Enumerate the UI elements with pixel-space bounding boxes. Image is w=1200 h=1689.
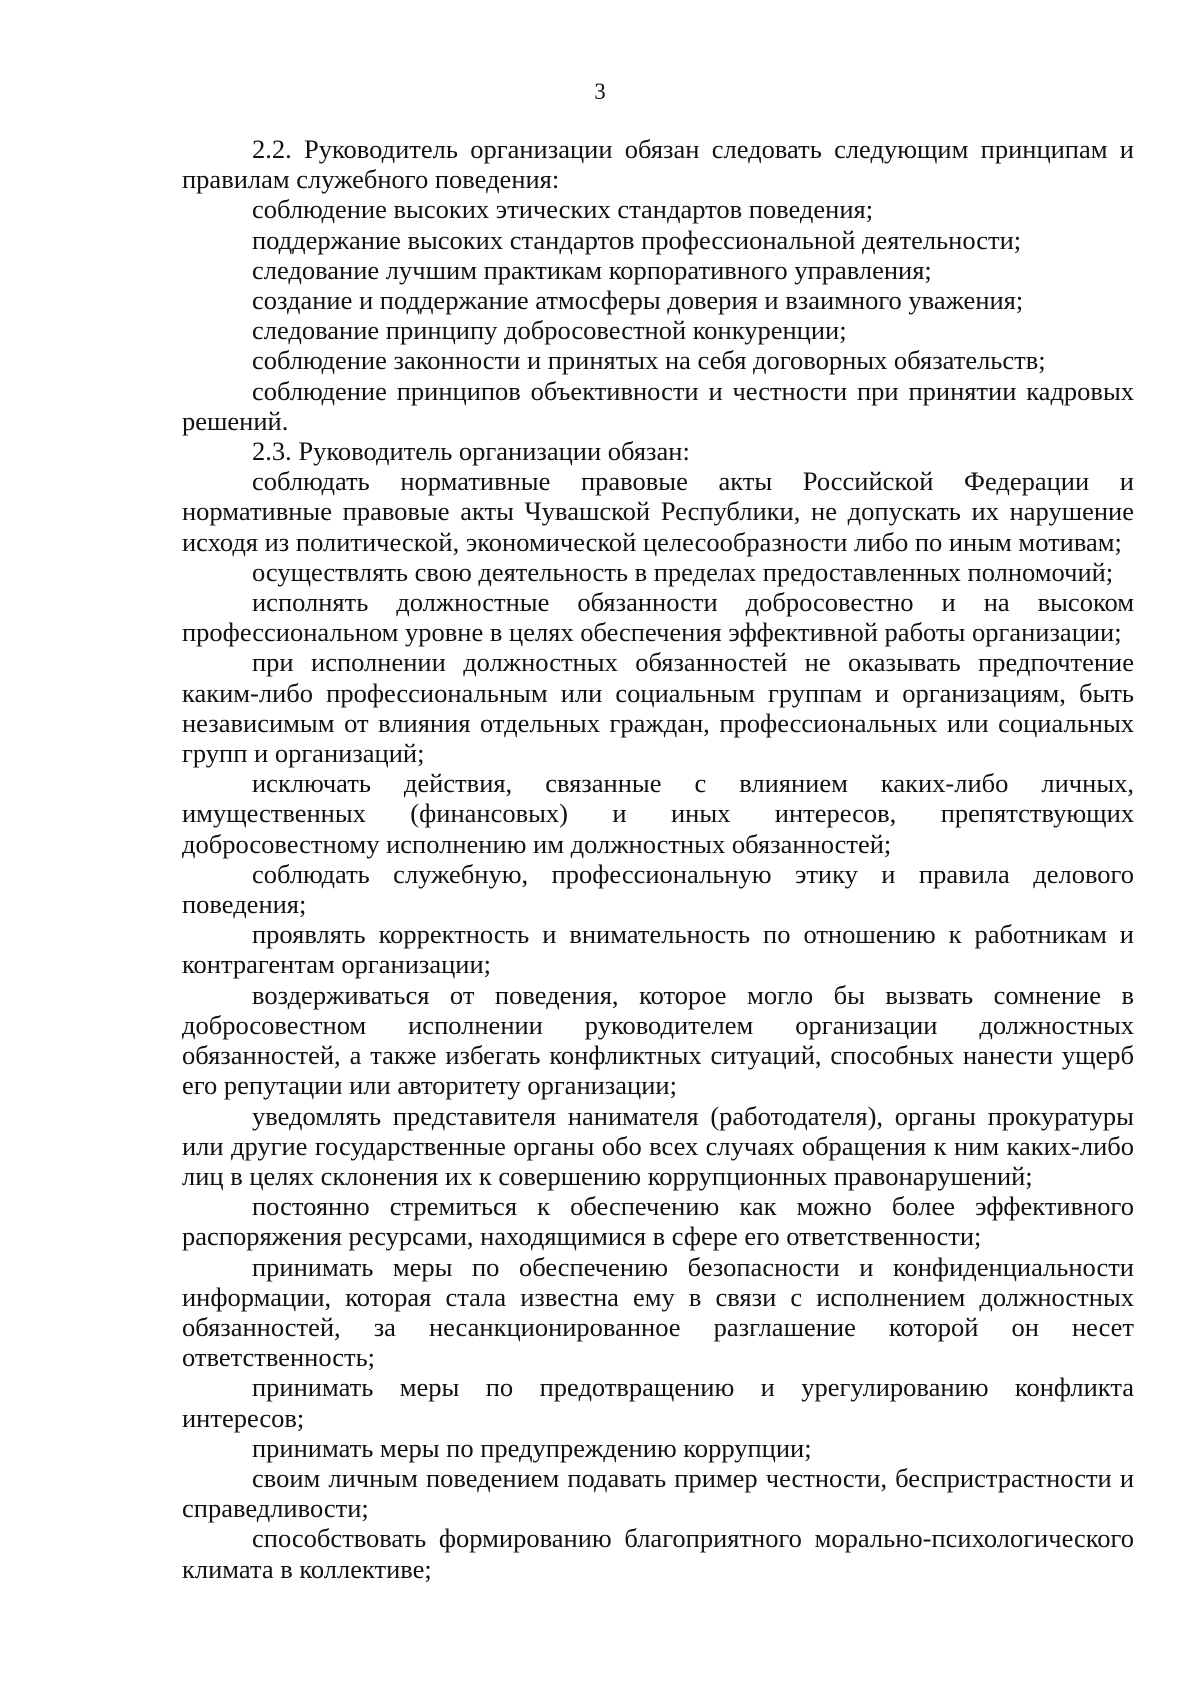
duty-item: постоянно стремиться к обеспечению как можно более эффективного распоряжения ресурсами, находящимися в сфере его ответственности; bbox=[182, 1191, 1134, 1252]
section-2-3-heading: 2.3. Руководитель организации обязан: bbox=[252, 436, 690, 467]
section-2-2-heading: 2.2. Руководитель организации обязан следовать следующим принципам и правилам служебного поведения: bbox=[182, 134, 1134, 195]
duty-item: осуществлять свою деятельность в пределах предоставленных полномочий; bbox=[252, 556, 1114, 587]
duty-item: способствовать формированию благоприятного морально-психологического климата в коллективе; bbox=[182, 1523, 1134, 1584]
principle-item: создание и поддержание атмосферы доверия и взаимного уважения; bbox=[252, 285, 1024, 316]
duty-item: принимать меры по обеспечению безопасности и конфиденциальности информации, которая стала известна ему в связи с исполнением должностных обязанностей, за несанкционированное разглашение которой он несет ответственность; bbox=[182, 1251, 1134, 1373]
duty-item: уведомлять представителя нанимателя (работодателя), органы прокуратуры или другие государственные органы обо всех случаях обращения к ним каких-либо лиц в целях склонения их к совершению коррупционных правонарушений; bbox=[182, 1100, 1134, 1191]
duty-item: исключать действия, связанные с влиянием каких-либо личных, имущественных (финансовых) и иных интересов, препятствующих добросовестному исполнению им должностных обязанностей; bbox=[182, 768, 1134, 859]
duty-item: принимать меры по предотвращению и урегулированию конфликта интересов; bbox=[182, 1372, 1134, 1433]
document-body bbox=[182, 134, 1134, 1584]
principle-item: следование лучшим практикам корпоративного управления; bbox=[252, 254, 932, 285]
duty-item: соблюдать нормативные правовые акты Российской Федерации и нормативные правовые акты Чувашской Республики, не допускать их нарушение исходя из политической, экономической целесообразности либо по иным мотивам; bbox=[182, 466, 1134, 557]
principle-item: соблюдение высоких этических стандартов поведения; bbox=[252, 194, 874, 225]
principle-item: соблюдение принципов объективности и честности при принятии кадровых решений. bbox=[182, 375, 1134, 436]
duty-item: принимать меры по предупреждению коррупции; bbox=[252, 1432, 812, 1463]
page-number: 3 bbox=[594, 79, 606, 104]
principle-item: следование принципу добросовестной конкуренции; bbox=[252, 315, 847, 346]
duty-item: своим личным поведением подавать пример честности, беспристрастности и справедливости; bbox=[182, 1462, 1134, 1524]
duty-item: проявлять корректность и внимательность по отношению к работникам и контрагентам организации; bbox=[182, 919, 1134, 980]
principle-item: соблюдение законности и принятых на себя договорных обязательств; bbox=[252, 345, 1046, 376]
duty-item: воздерживаться от поведения, которое могло бы вызвать сомнение в добросовестном исполнении руководителем организации должностных обязанностей, а также избегать конфликтных ситуаций, способных нанести ущерб его репутации или авторитету организации; bbox=[182, 979, 1134, 1101]
duty-item: исполнять должностные обязанности добросовестно и на высоком профессиональном уровне в целях обеспечения эффективной работы организации; bbox=[182, 587, 1134, 648]
duty-item: соблюдать служебную, профессиональную этику и правила делового поведения; bbox=[182, 858, 1134, 920]
duty-item: при исполнении должностных обязанностей не оказывать предпочтение каким-либо профессиональным или социальным группам и организациям, быть независимым от влияния отдельных граждан, профессиональных или социальных групп и организаций; bbox=[182, 647, 1134, 769]
principle-item: поддержание высоких стандартов профессиональной деятельности; bbox=[252, 224, 1022, 255]
